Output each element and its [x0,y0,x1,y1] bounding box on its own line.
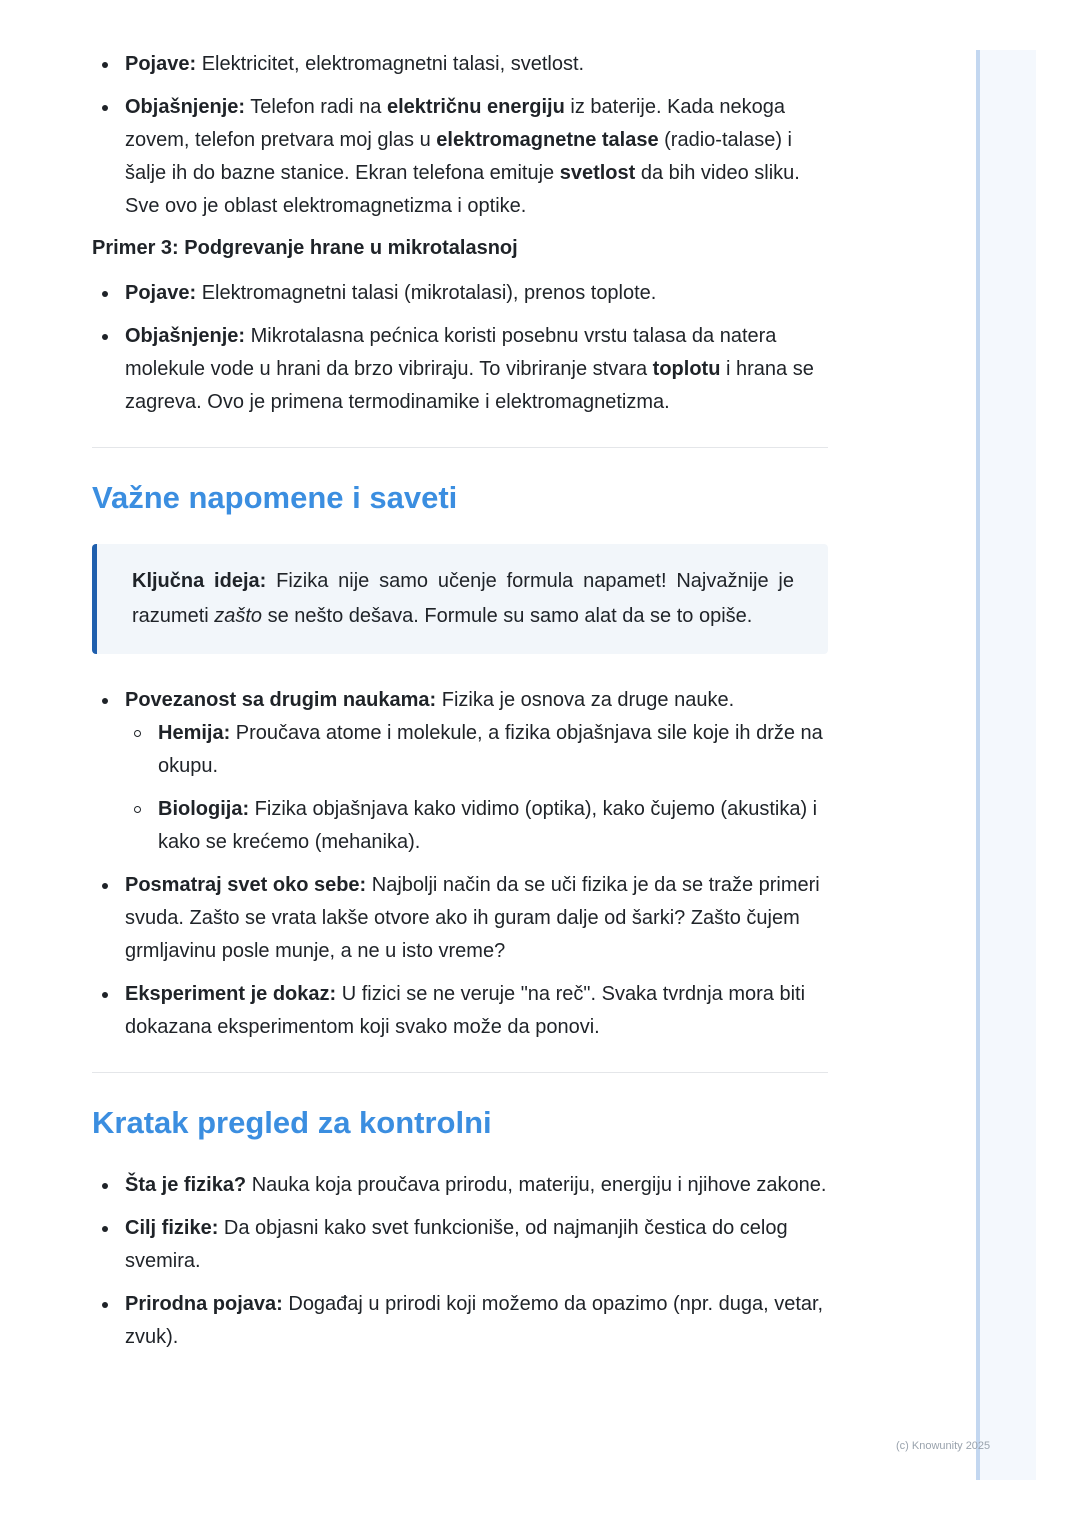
item-text: i hrana se zagreva. Ovo je primena termodinamike i elektromagnetizma. [125,358,814,413]
item-text: Najbolji način da se uči fizika je da se traže primeri svuda. Zašto se vrata lakše otvore ako ih guram dalje od šarki? Zašto čujem grmljavinu posle munje, a ne u isto vreme? [125,874,820,962]
list-item [92,978,828,1044]
phenomena-list-microwave [92,277,828,419]
section-divider [92,1072,828,1073]
item-label: Objašnjenje: [125,96,246,118]
margin-sidebar [976,50,1036,1480]
item-label: Povezanost sa drugim naukama: [125,689,437,711]
item-label: Objašnjenje: [125,325,246,347]
item-label: Pojave: [125,53,197,75]
item-text: Nauka koja proučava prirodu, materiju, energiju i njihove zakone. [246,1174,827,1196]
item-label: Prirodna pojava: [125,1293,283,1315]
document-content [92,48,828,1364]
section-heading-notes: Važne napomene i saveti [92,480,458,515]
callout-text: se nešto dešava. Formule su samo alat da se to opiše. [262,605,753,627]
section-heading-review: Kratak pregled za kontrolni [92,1105,492,1140]
bold-term: elektromagnetne talase [436,129,659,151]
bold-term: svetlost [559,162,636,184]
list-item [92,91,828,223]
list-item [92,48,828,81]
review-list [92,1169,828,1354]
copyright-notice: (c) Knowunity 2025 [896,1440,991,1452]
sub-list-item [125,717,828,783]
callout-text: Fizika nije samo učenje formula napamet! Najvažnije je razumeti [132,570,794,627]
item-label: Eksperiment je dokaz: [125,983,337,1005]
bold-term: toplotu [652,358,721,380]
list-item [92,277,828,310]
item-text: Mikrotalasna pećnica koristi posebnu vrstu talasa da natera molekule vode u hrani da brzo vibriraju. To vibriranje stvara [125,325,777,380]
item-text: da bih video sliku. Sve ovo je oblast elektromagnetizma i optike. [125,162,800,217]
item-text: Fizika je osnova za druge nauke. [436,689,735,711]
item-text: Fizika objašnjava kako vidimo (optika), kako čujemo (akustika) i kako se krećemo (mehanika). [158,798,818,853]
example-title: Primer 3: Podgrevanje hrane u mikrotalasnoj [92,237,518,259]
item-label: Hemija: [158,722,231,744]
key-idea-callout [92,544,828,654]
item-text: Događaj u prirodi koji možemo da opazimo (npr. duga, vetar, zvuk). [125,1293,824,1348]
item-text: U fizici se ne veruje "na reč". Svaka tvrdnja mora biti dokazana eksperimentom koji svako može da ponovi. [125,983,806,1038]
callout-emphasis: zašto [214,605,263,627]
item-label: Pojave: [125,282,197,304]
item-label: Biologija: [158,798,250,820]
item-text: Da objasni kako svet funkcioniše, od najmanjih čestica do celog svemira. [125,1217,788,1272]
list-item [92,869,828,968]
item-text: Elektricitet, elektromagnetni talasi, svetlost. [196,53,585,75]
sub-list-item [125,793,828,859]
item-text: (radio-talase) i šalje ih do bazne stanice. Ekran telefona emituje [125,129,792,184]
item-text: Proučava atome i molekule, a fizika objašnjava sile koje ih drže na okupu. [158,722,823,777]
list-item [92,320,828,419]
phenomena-list-phone [92,48,828,223]
bold-term: električnu energiju [386,96,565,118]
item-label: Šta je fizika? [125,1174,247,1196]
section-divider [92,447,828,448]
sciences-sublist [125,717,828,859]
item-text: Telefon radi na [245,96,387,118]
item-text: Elektromagnetni talasi (mikrotalasi), prenos toplote. [196,282,657,304]
callout-label: Ključna ideja: [132,570,267,592]
item-text: iz baterije. Kada nekoga zovem, telefon pretvara moj glas u [125,96,785,151]
notes-list [92,684,828,1044]
list-item [92,684,828,859]
list-item [92,1169,828,1202]
item-label: Cilj fizike: [125,1217,219,1239]
list-item [92,1212,828,1278]
list-item [92,1288,828,1354]
item-label: Posmatraj svet oko sebe: [125,874,367,896]
